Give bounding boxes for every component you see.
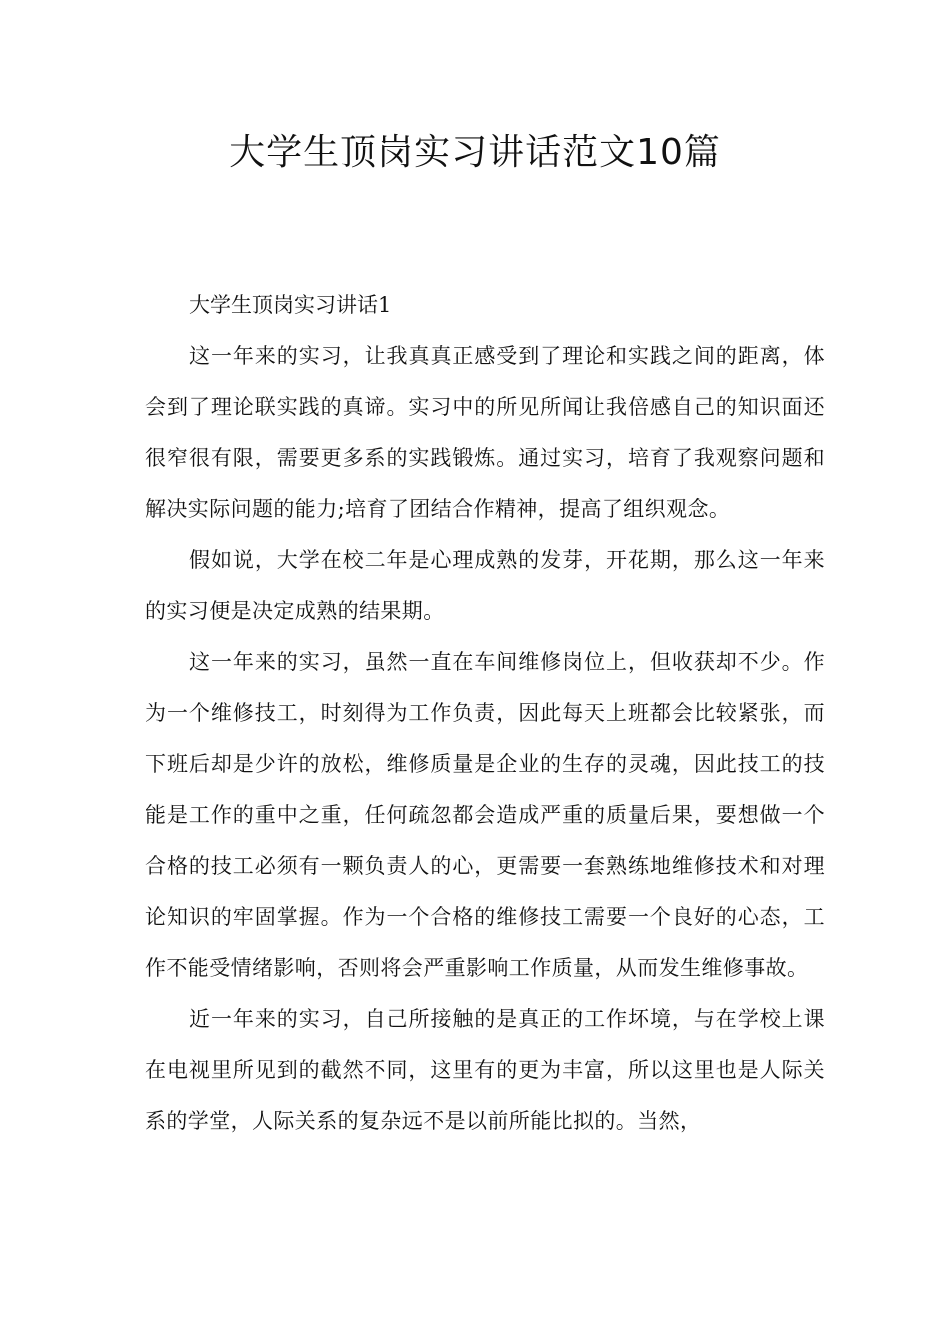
document-body <box>145 280 825 1147</box>
paragraph-2: 假如说，大学在校二年是心理成熟的发芽，开花期，那么这一年来的实习便是决定成熟的结果期。 <box>145 548 825 623</box>
paragraph-4: 近一年来的实习，自己所接触的是真正的工作坏境，与在学校上课在电视里所见到的截然不同，这里有的更为丰富，所以这里也是人际关系的学堂，人际关系的复杂远不是以前所能比拟的。当然， <box>145 1007 825 1133</box>
document-title: 大学生顶岗实习讲话范文10篇 <box>229 132 721 173</box>
section-heading: 大学生顶岗实习讲话1 <box>189 293 392 317</box>
paragraph-3: 这一年来的实习，虽然一直在车间维修岗位上，但收获却不少。作为一个维修技工，时刻得为工作负责，因此每天上班都会比较紧张，而下班后却是少许的放松，维修质量是企业的生存的灵魂，因此技工的技能是工作的重中之重，任何疏忽都会造成严重的质量后果，要想做一个合格的技工必须有一颗负责人的心，更需要一套熟练地维修技术和对理论知识的牢固掌握。作为一个合格的维修技工需要一个良好的心态，工作不能受情绪影响，否则将会严重影响工作质量，从而发生维修事故。 <box>145 650 825 980</box>
paragraph-1: 这一年来的实习，让我真真正感受到了理论和实践之间的距离，体会到了理论联实践的真谛。实习中的所见所闻让我倍感自己的知识面还很窄很有限，需要更多系的实践锻炼。通过实习，培育了我观察问题和解决实际问题的能力;培育了团结合作精神，提高了组织观念。 <box>145 344 825 521</box>
